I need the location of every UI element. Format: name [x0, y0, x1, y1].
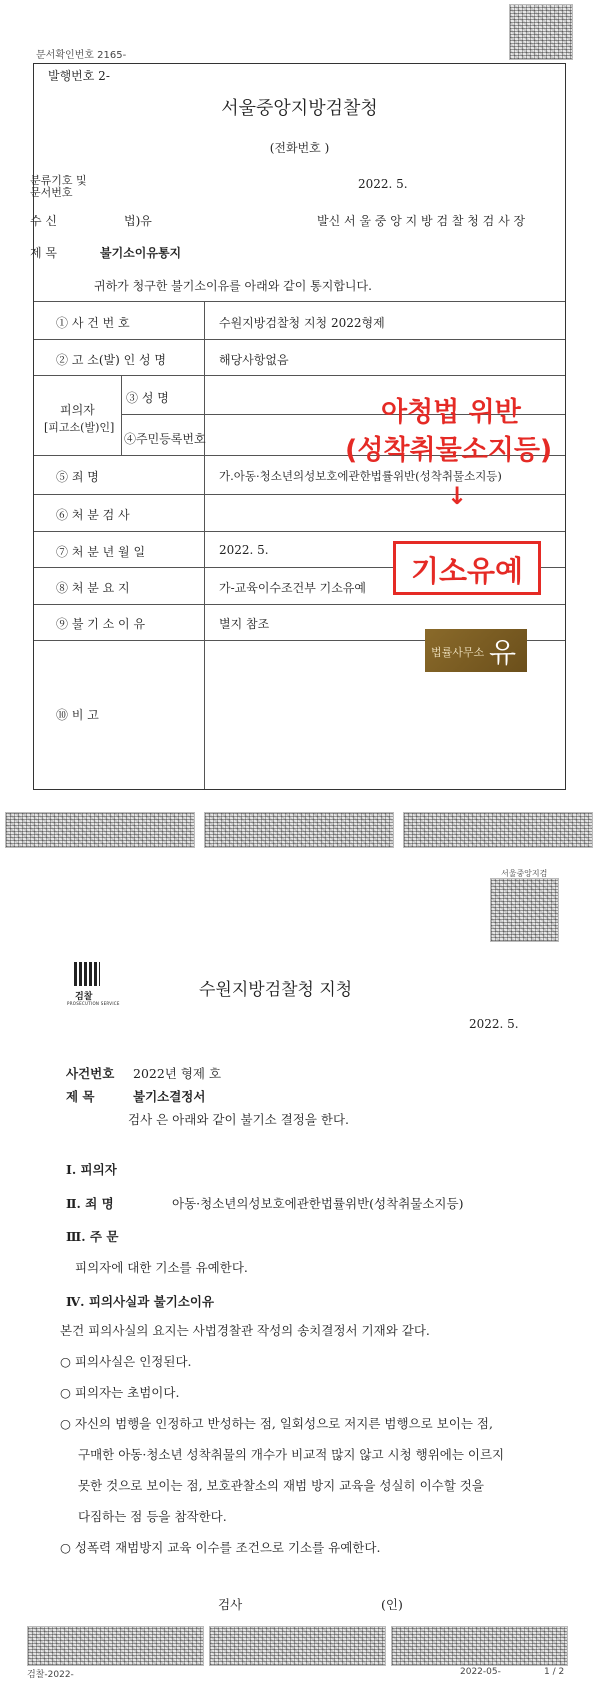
- logo-caption: PROSECUTION SERVICE: [67, 1001, 120, 1006]
- bullet-reasons-line2: 구매한 아동·청소년 성착취물의 개수가 비교적 많지 않고 시청 행위에는 이르지: [78, 1447, 505, 1462]
- suspect-label: 피의자: [60, 403, 95, 417]
- row-line: [34, 604, 565, 605]
- prosecutor-label: ⑥ 처 분 검 사: [56, 508, 130, 522]
- law-firm-mark: 유: [489, 636, 517, 669]
- suspect-label-sub: [피고소(발)인]: [44, 421, 115, 434]
- qr-strip-1: [5, 812, 195, 848]
- disposition-label: ⑧ 처 분 요 지: [56, 581, 130, 595]
- intro-text: 귀하가 청구한 불기소이유를 아래와 같이 통지합니다.: [94, 279, 372, 293]
- doc2-date: 2022. 5.: [469, 1017, 519, 1031]
- sender: 발신 서 울 중 앙 지 방 검 찰 청 검 사 장: [317, 214, 526, 228]
- name-label: ③ 성 명: [126, 391, 169, 405]
- annotation-violation-detail: (성착취물소지등): [345, 435, 553, 466]
- charge-value: 가.아동·청소년의성보호에관한법률위반(성착취물소지등): [219, 469, 502, 483]
- rrn-label: ④주민등록번호: [124, 432, 206, 446]
- doc2-intro: 검사 은 아래와 같이 불기소 결정을 한다.: [128, 1112, 350, 1127]
- row-line: [34, 375, 565, 376]
- reason-label: ⑨ 불 기 소 이 유: [56, 617, 146, 631]
- signature-label: 검사: [218, 1597, 243, 1612]
- remarks-label: ⑩ 비 고: [56, 708, 99, 722]
- column-line: [204, 301, 205, 789]
- phone-number: (전화번호 ): [269, 141, 330, 155]
- row-line: [34, 339, 565, 340]
- annotation-violation: 아청법 위반: [381, 397, 521, 428]
- case-number-label: ① 사 건 번 호: [56, 316, 130, 330]
- footer-page: 1 / 2: [544, 1667, 565, 1677]
- class-label: 분류기호 및: [30, 174, 87, 187]
- doc2-subject-label: 제 목: [66, 1089, 95, 1104]
- recipient-label: 수 신: [30, 214, 57, 228]
- small-tag: 서울중앙지검: [501, 869, 548, 878]
- qr-code-doc2: [490, 878, 559, 942]
- bullet-facts-admitted: ○ 피의사실은 인정된다.: [60, 1354, 192, 1369]
- logo-mark-icon: [74, 962, 100, 986]
- qr-footer-3: [391, 1626, 568, 1666]
- qr-footer-1: [27, 1626, 204, 1666]
- bullet-reasons-line3: 못한 것으로 보이는 점, 보호관찰소의 재범 방지 교육을 성실히 이수할 것을: [78, 1478, 484, 1493]
- footer-date: 2022-05-: [460, 1667, 501, 1677]
- office-title: 서울중앙지방검찰청: [221, 98, 378, 119]
- bullet-reasons-line1: ○ 자신의 범행을 인정하고 반성하는 점, 일회성으로 저지른 범행으로 보이는 점,: [60, 1416, 493, 1431]
- bullet-first-offense: ○ 피의자는 초범이다.: [60, 1385, 180, 1400]
- signature-seal: (인): [381, 1597, 403, 1612]
- disposition-date-value: 2022. 5.: [219, 543, 269, 557]
- qr-footer-2: [209, 1626, 386, 1666]
- law-firm-logo: [425, 629, 527, 672]
- qr-strip-2: [204, 812, 394, 848]
- issue-number: 발행번호 2-: [48, 69, 110, 83]
- subject: 불기소이유통지: [100, 246, 182, 260]
- confirm-number: 문서확인번호 2165-: [36, 50, 127, 61]
- complainant-label: ② 고 소(발) 인 성 명: [56, 353, 166, 367]
- annotation-box-label: 기소유예: [410, 554, 524, 588]
- disposition-value: 가-교육이수조건부 기소유예: [219, 581, 366, 595]
- bullet-condition: ○ 성폭력 재범방지 교육 이수를 조건으로 기소를 유예한다.: [60, 1540, 381, 1555]
- case-number-value: 2022년 형제 호: [133, 1066, 222, 1081]
- case-number-label: 사건번호: [66, 1066, 115, 1081]
- doc-date: 2022. 5.: [358, 177, 408, 191]
- case-number-value: 수원지방검찰청 지청 2022형제: [219, 316, 385, 330]
- section-charge: Ⅱ. 죄 명: [66, 1196, 114, 1211]
- doc2-subject-value: 불기소결정서: [133, 1089, 206, 1104]
- section-order: Ⅲ. 주 문: [66, 1229, 119, 1244]
- charge-label: ⑤ 죄 명: [56, 470, 99, 484]
- section-suspect: Ⅰ. 피의자: [66, 1162, 117, 1177]
- table-top-line: [34, 301, 565, 302]
- doc2-office-title: 수원지방검찰청 지청: [199, 980, 353, 1000]
- disposition-date-label: ⑦ 처 분 년 월 일: [56, 545, 146, 559]
- footer-doc-number: 검찰-2022-: [27, 1670, 74, 1680]
- row-line: [34, 494, 565, 495]
- section-charge-value: 아동·청소년의성보호에관한법률위반(성착취물소지등): [172, 1196, 464, 1211]
- logo-text: 검찰: [75, 992, 93, 1002]
- complainant-value: 해당사항없음: [219, 353, 289, 367]
- law-firm-name: 법률사무소: [431, 646, 485, 659]
- section-order-value: 피의자에 대한 기소를 유예한다.: [75, 1260, 248, 1275]
- column-line: [121, 375, 122, 455]
- class-label-2: 문서번호: [30, 186, 73, 199]
- row-line: [34, 531, 565, 532]
- prosecution-logo: [67, 962, 127, 1010]
- annotation-box: [393, 541, 541, 595]
- arrow-down-icon: ↓: [447, 482, 468, 510]
- recipient: 법)유: [124, 214, 152, 228]
- qr-strip-3: [403, 812, 593, 848]
- section-facts: Ⅳ. 피의사실과 불기소이유: [66, 1294, 214, 1309]
- facts-summary: 본건 피의사실의 요지는 사법경찰관 작성의 송치결정서 기재와 같다.: [60, 1323, 430, 1338]
- bullet-reasons-line4: 다짐하는 점 등을 참작한다.: [78, 1509, 227, 1524]
- reason-value: 별지 참조: [219, 617, 270, 631]
- qr-code-top: [509, 4, 573, 60]
- subject-label: 제 목: [30, 246, 57, 260]
